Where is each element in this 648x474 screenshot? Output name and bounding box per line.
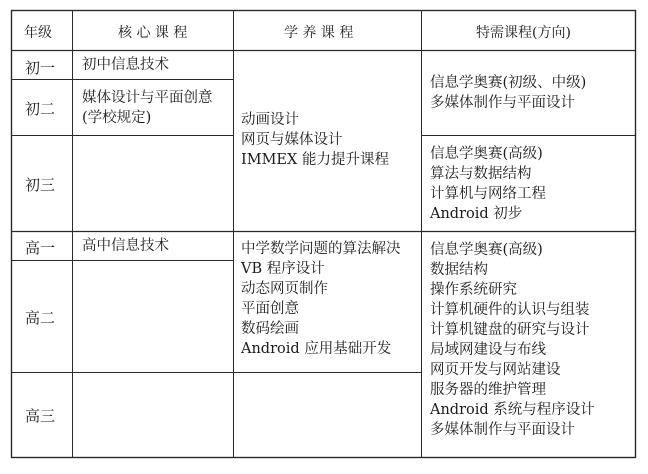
list-item: 信息学奥赛(高级) — [430, 146, 543, 162]
header-grade: 年级 — [24, 25, 52, 41]
list-item: 计算机键盘的研究与设计 — [430, 322, 590, 338]
list-item: 网页开发与网站建设 — [430, 362, 561, 378]
special-courses-grade-7-8 — [430, 73, 586, 113]
list-item: 平面创意 — [241, 301, 299, 317]
list-item: 数据结构 — [430, 262, 488, 278]
list-item: 多媒体制作与平面设计 — [430, 422, 575, 438]
list-item: 中学数学问题的算法解决 — [241, 241, 401, 257]
list-item: 操作系统研究 — [430, 282, 517, 298]
header-special-courses: 特需课程(方向) — [476, 25, 571, 41]
header-core-courses: 核 心 课 程 — [118, 25, 188, 41]
list-item: 局域网建设与布线 — [430, 342, 546, 358]
special-courses-grade-9 — [430, 144, 546, 224]
list-item: Android 系统与程序设计 — [430, 402, 595, 418]
list-item: 网页与媒体设计 — [241, 132, 343, 148]
list-item: 信息学奥赛(初级、中级) — [430, 75, 587, 91]
list-item: 动态网页制作 — [241, 281, 328, 297]
list-item: Android 初步 — [430, 206, 523, 222]
list-item: IMMEX 能力提升课程 — [241, 152, 389, 168]
list-item: 服务器的维护管理 — [430, 382, 546, 398]
list-item: VB 程序设计 — [241, 261, 325, 277]
list-item: 动画设计 — [241, 112, 299, 128]
grade-label-12: 高三 — [25, 407, 56, 425]
list-item: 计算机硬件的认识与组装 — [430, 302, 590, 318]
core-course-grade-10: 高中信息技术 — [82, 238, 169, 254]
header-literacy-courses: 学 养 课 程 — [284, 25, 354, 41]
list-item: 数码绘画 — [241, 321, 299, 337]
list-item: 多媒体制作与平面设计 — [430, 95, 575, 111]
core-course-grade-8-note: (学校规定) — [82, 110, 152, 126]
grade-label-9: 初三 — [25, 176, 56, 194]
grade-label-7: 初一 — [25, 59, 56, 77]
special-courses-senior — [430, 240, 595, 440]
core-course-grade-8 — [82, 88, 213, 128]
grade-label-10: 高一 — [25, 239, 56, 257]
list-item: 算法与数据结构 — [430, 166, 532, 182]
list-item: 信息学奥赛(高级) — [430, 242, 543, 258]
grade-label-11: 高二 — [25, 309, 56, 327]
literacy-courses-junior — [241, 110, 389, 170]
list-item: Android 应用基础开发 — [241, 341, 392, 357]
literacy-courses-senior — [241, 239, 401, 359]
list-item: 计算机与网络工程 — [430, 186, 546, 202]
core-course-grade-8-line: 媒体设计与平面创意 — [82, 90, 213, 106]
grade-label-8: 初二 — [25, 100, 56, 118]
core-course-grade-7: 初中信息技术 — [82, 57, 169, 73]
